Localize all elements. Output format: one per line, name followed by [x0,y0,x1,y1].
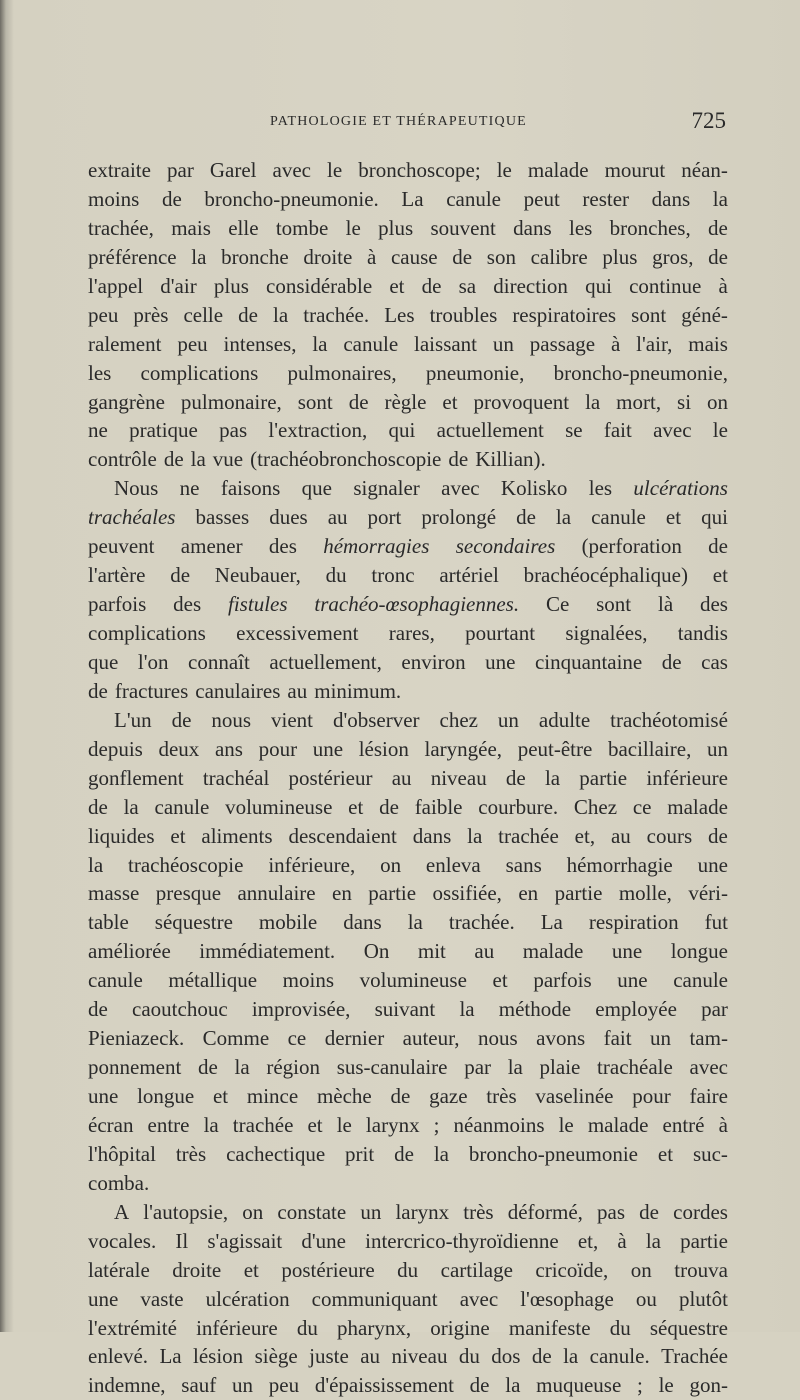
text-line: gangrène pulmonaire, sont de règle et provoquent la mort, si on [88,389,728,414]
text-line: depuis deux ans pour une lésion laryngée, peut-être bacillaire, un [88,736,728,761]
text-line: A l'autopsie, on constate un larynx très déformé, pas de cordes [114,1199,728,1224]
page-header [90,108,730,136]
text-line: l'hôpital très cachectique prit de la broncho-pneumonie et suc- [88,1141,728,1166]
text-line: préférence la bronche droite à cause de son calibre plus gros, de [88,244,728,269]
text-line: gonflement trachéal postérieur au niveau de la partie inférieure [88,765,728,790]
text-line: parfois des fistules trachéo-œsophagiennes. Ce sont là des [88,592,728,617]
text-line: liquides et aliments descendaient dans la trachée et, au cours de [88,823,728,848]
text-line: la trachéoscopie inférieure, on enleva sans hémorrhagie une [88,852,728,877]
text-line: une vaste ulcération communiquant avec l'œsophage ou plutôt [88,1286,728,1311]
text-line: ponnement de la région sus-canulaire par la plaie trachéale avec [88,1055,728,1080]
text-line: L'un de nous vient d'observer chez un adulte trachéotomisé [114,707,728,732]
text-line: améliorée immédiatement. On mit au malade une longue [88,939,728,964]
page-number: 725 [691,108,726,133]
text-line: trachée, mais elle tombe le plus souvent dans les bronches, de [88,215,728,240]
text-line: de caoutchouc improvisée, suivant la méthode employée par [88,997,728,1022]
text-line: table séquestre mobile dans la trachée. La respiration fut [88,910,728,935]
text-line: ralement peu intenses, la canule laissant un passage à l'air, mais [88,331,728,356]
text-line: écran entre la trachée et le larynx ; néanmoins le malade entré à [88,1112,728,1137]
text-line: enlevé. La lésion siège juste au niveau du dos de la canule. Trachée [88,1344,728,1369]
text-line: l'artère de Neubauer, du tronc artériel brachéocéphalique) et [88,563,728,588]
text-line: de la canule volumineuse et de faible courbure. Chez ce malade [88,794,728,819]
text-line: une longue et mince mèche de gaze très vaselinée pour faire [88,1084,728,1108]
text-line: canule métallique moins volumineuse et parfois une canule [88,968,728,993]
text-line: moins de broncho-pneumonie. La canule peut rester dans la [88,186,728,211]
text-line: que l'on connaît actuellement, environ une cinquantaine de cas [88,649,728,674]
text-line: l'appel d'air plus considérable et de sa direction qui continue à [88,273,728,298]
text-line: latérale droite et postérieure du cartilage cricoïde, on trouva [88,1257,728,1282]
text-line: de fractures canulaires au minimum. [88,678,402,703]
text-line: indemne, sauf un peu d'épaississement de la muqueuse ; le gon- [88,1373,728,1398]
text-line: Pieniazeck. Comme ce dernier auteur, nous avons fait un tam- [88,1026,728,1051]
text-line: contrôle de la vue (trachéobronchoscopie de Killian). [88,447,546,472]
text-line: complications excessivement rares, pourtant signalées, tandis [88,621,728,645]
text-line: ne pratique pas l'extraction, qui actuellement se fait avec le [88,418,728,443]
text-line: vocales. Il s'agissait d'une intercrico-thyroïdienne et, à la partie [88,1228,728,1253]
text-line: peu près celle de la trachée. Les troubles respiratoires sont géné- [88,302,728,327]
running-title: PATHOLOGIE ET THÉRAPEUTIQUE [270,114,527,129]
text-line: comba. [88,1170,150,1195]
text-line: l'extrémité inférieure du pharynx, origine manifeste du séquestre [88,1315,728,1340]
text-line: extraite par Garel avec le bronchoscope; le malade mourut néan- [88,158,728,182]
text-line: les complications pulmonaires, pneumonie, broncho-pneumonie, [88,360,728,385]
body-text [88,156,728,1400]
text-line: masse presque annulaire en partie ossifiée, en partie molle, véri- [88,881,728,906]
text-line: trachéales basses dues au port prolongé de la canule et qui [88,505,728,530]
text-line: peuvent amener des hémorragies secondaires (perforation de [88,534,728,559]
text-line: Nous ne faisons que signaler avec Kolisko les ulcérations [114,476,728,501]
